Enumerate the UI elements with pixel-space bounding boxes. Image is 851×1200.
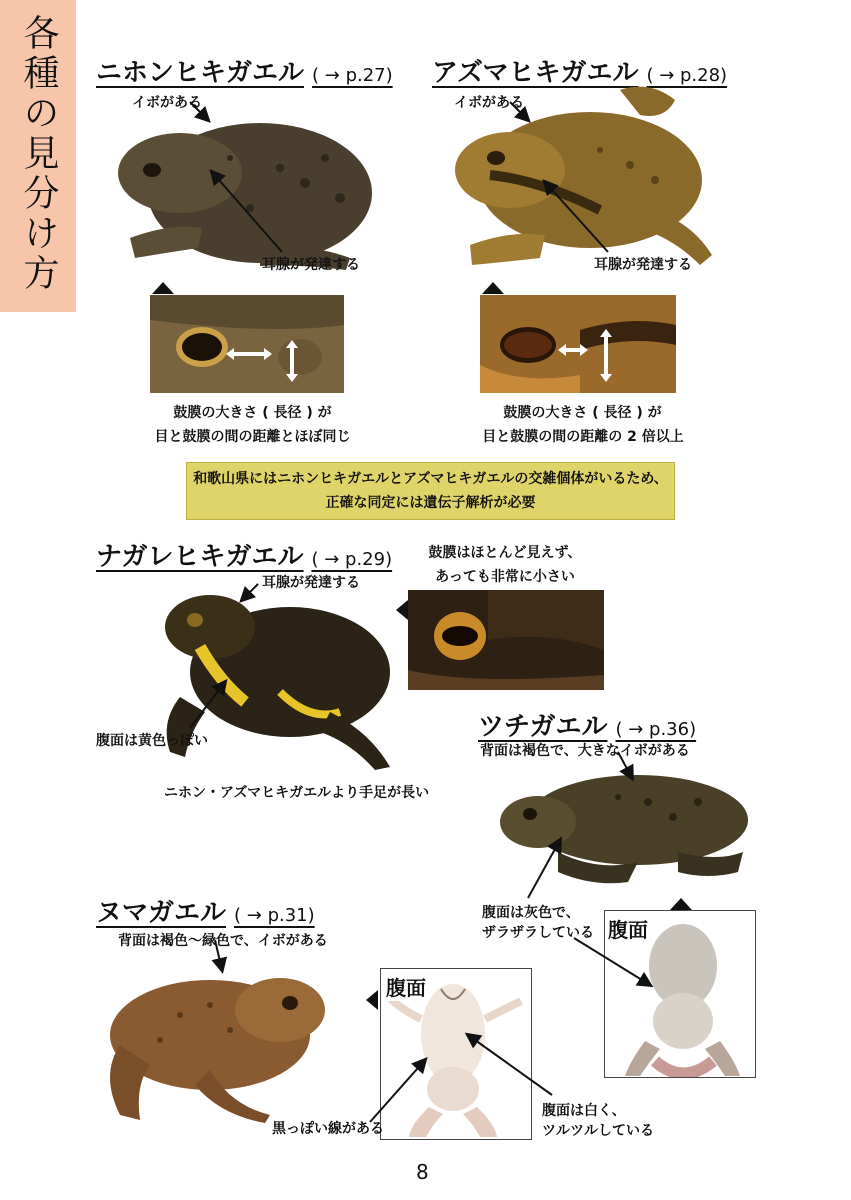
zoom-pointer (670, 898, 692, 910)
zoom-caption-azuma-2: 目と鼓膜の間の距離の 2 倍以上 (482, 429, 684, 445)
species-name: アズマヒキガエル (432, 58, 639, 88)
species-title-nihon (96, 52, 393, 89)
page-reference: ( → p.36) (615, 719, 697, 740)
label-eardrum-nagare-2: あっても非常に小さい (435, 569, 575, 585)
zoom-caption-nihon-2: 目と鼓膜の間の距離とほぼ同じ (154, 429, 351, 445)
photo-azuma-toad (450, 80, 718, 274)
photo-tsuchi-frog (498, 762, 750, 892)
page-reference: ( → p.29) (311, 549, 393, 570)
label-back-numa: 背面は褐色～緑色で、イボがある (118, 933, 328, 949)
label-ibo-nihon: イボがある (132, 95, 202, 111)
page-reference: ( → p.31) (234, 905, 315, 926)
page-number: 8 (416, 1160, 429, 1184)
species-title-tsuchi (478, 706, 696, 743)
zoom-pointer (152, 282, 174, 294)
label-eardrum-nagare-1: 鼓膜はほとんど見えず、 (428, 545, 582, 561)
species-name: ヌマガエル (96, 898, 227, 928)
page-reference: ( → p.27) (312, 65, 393, 86)
zoom-caption-azuma-1: 鼓膜の大きさ ( 長径 ) が (503, 405, 662, 421)
species-title-nagare (96, 536, 392, 573)
zoom-caption-nihon-1: 鼓膜の大きさ ( 長径 ) が (173, 405, 332, 421)
species-name: ツチガエル (478, 712, 608, 742)
label-legs-nagare: ニホン・アズマヒキガエルより手足が長い (164, 785, 430, 801)
label-line-numa: 黒っぽい線がある (272, 1121, 384, 1137)
belly-title-numa: 腹面 (384, 972, 428, 1001)
label-belly-nagare: 腹面は黄色っぽい (96, 733, 208, 749)
species-title-numa (96, 892, 315, 929)
zoom-pointer (482, 282, 504, 294)
photo-azuma-eye-closeup (480, 295, 676, 393)
label-belly-tsuchi-2: ザラザラしている (482, 925, 594, 941)
label-gland-azuma: 耳腺が発達する (594, 257, 692, 273)
label-gland-nihon: 耳腺が発達する (262, 257, 360, 273)
label-ibo-azuma: イボがある (454, 95, 524, 111)
notice-line-1: 和歌山県にはニホンヒキガエルとアズマヒキガエルの交雑個体がいるため、 (193, 471, 668, 487)
zoom-pointer (366, 990, 378, 1010)
zoom-pointer (396, 600, 408, 620)
label-belly-numa-1: 腹面は白く、 (542, 1103, 626, 1119)
species-name: ニホンヒキガエル (96, 58, 305, 88)
page-reference: ( → p.28) (646, 65, 728, 86)
photo-numa-frog (100, 955, 332, 1125)
side-tab (0, 0, 76, 312)
label-back-tsuchi: 背面は褐色で、大きなイボがある (480, 743, 690, 759)
label-belly-numa-2: ツルツルしている (542, 1123, 654, 1139)
label-belly-tsuchi-1: 腹面は灰色で、 (482, 905, 580, 921)
side-tab-title: 各種の見分け方 (18, 14, 59, 294)
photo-nagare-eye-closeup (408, 590, 604, 690)
notice-line-2: 正確な同定には遺伝子解析が必要 (325, 495, 536, 511)
notice-box (186, 462, 675, 520)
photo-nihon-toad (110, 88, 372, 276)
species-name: ナガレヒキガエル (96, 542, 304, 572)
label-gland-nagare: 耳腺が発達する (262, 575, 360, 591)
photo-nihon-eye-closeup (150, 295, 344, 393)
belly-title-tsuchi: 腹面 (606, 914, 650, 943)
